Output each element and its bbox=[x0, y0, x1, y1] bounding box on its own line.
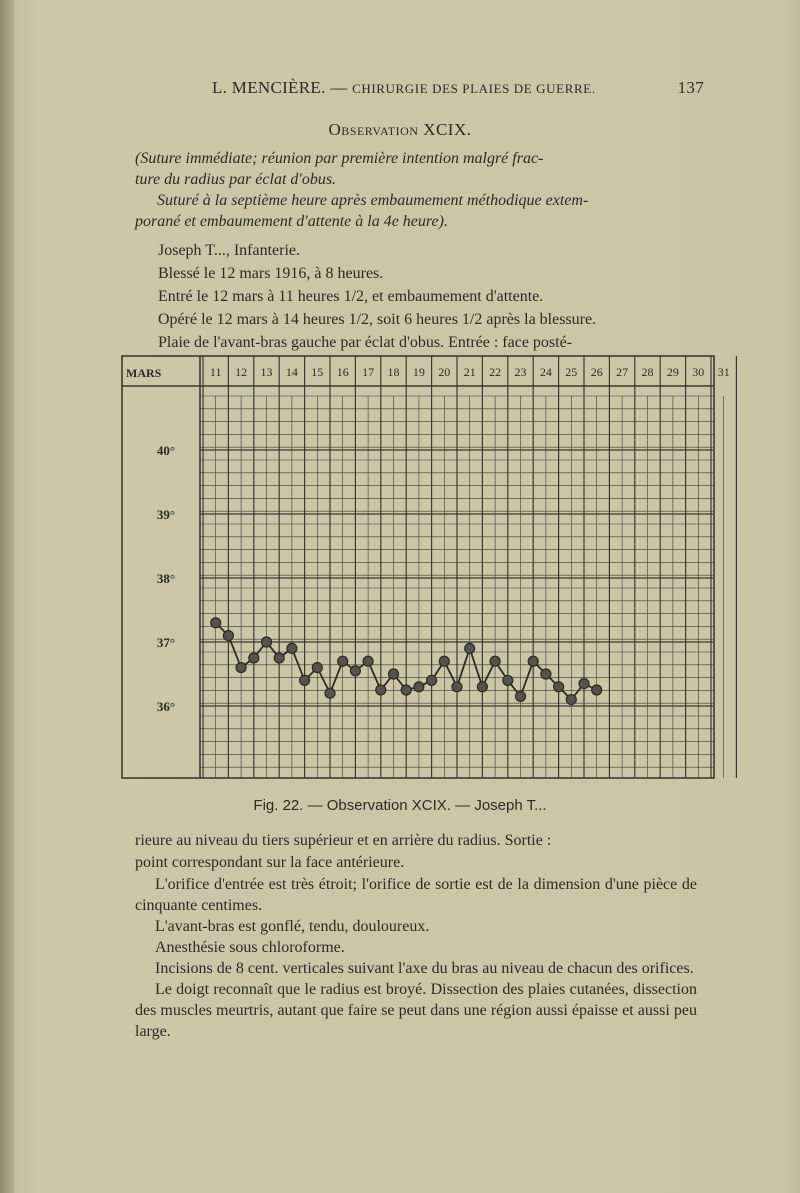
temperature-point bbox=[350, 666, 360, 676]
x-tick-label: 21 bbox=[463, 365, 476, 379]
x-tick-label: 29 bbox=[666, 365, 679, 379]
chart-frame bbox=[122, 356, 714, 778]
temperature-point bbox=[503, 675, 513, 685]
temperature-point bbox=[274, 653, 284, 663]
x-axis-labels bbox=[210, 365, 730, 379]
x-tick-label: 18 bbox=[387, 365, 400, 379]
paragraph: Anesthésie sous chloroforme. bbox=[155, 939, 345, 956]
temperature-point bbox=[579, 679, 589, 689]
temperature-point bbox=[427, 675, 437, 685]
intro-line: Entré le 12 mars à 11 heures 1/2, et embaumement d'attente. bbox=[158, 288, 544, 305]
temperature-point bbox=[376, 685, 386, 695]
temperature-point bbox=[541, 669, 551, 679]
temperature-point bbox=[554, 682, 564, 692]
intro-line: Plaie de l'avant-bras gauche par éclat d'obus. Entrée : face posté- bbox=[158, 334, 573, 351]
temperature-point bbox=[312, 663, 322, 673]
x-tick-label: 27 bbox=[616, 365, 629, 379]
month-label: MARS bbox=[126, 366, 162, 380]
paragraph: L'avant-bras est gonflé, tendu, douloureux. bbox=[155, 918, 430, 935]
subtitle-line: porané et embaumement d'attente à la 4e heure). bbox=[135, 213, 448, 230]
temperature-point bbox=[465, 643, 475, 653]
x-tick-label: 15 bbox=[311, 365, 324, 379]
x-tick-label: 13 bbox=[260, 365, 273, 379]
temperature-point bbox=[363, 656, 373, 666]
x-tick-label: 30 bbox=[692, 365, 705, 379]
temperature-point bbox=[528, 656, 538, 666]
paragraph: L'orifice d'entrée est très étroit; l'orifice de sortie est de la dimension d'une pièce de cinquante centimes. bbox=[135, 876, 697, 914]
y-axis-labels bbox=[157, 443, 175, 714]
continuation-line: rieure au niveau du tiers supérieur et en arrière du radius. Sortie : bbox=[135, 832, 552, 849]
header-title: CHIRURGIE DES PLAIES DE GUERRE. bbox=[352, 81, 596, 96]
temperature-point bbox=[287, 643, 297, 653]
y-tick-label: 39° bbox=[156, 507, 176, 522]
paragraph: Incisions de 8 cent. verticales suivant l'axe du bras au niveau de chacun des orifices. bbox=[155, 960, 694, 977]
x-tick-label: 22 bbox=[489, 365, 502, 379]
x-tick-label: 28 bbox=[641, 365, 654, 379]
x-tick-label: 26 bbox=[590, 365, 603, 379]
header-dash: — bbox=[330, 78, 348, 97]
intro-line: Opéré le 12 mars à 14 heures 1/2, soit 6 heures 1/2 après la blessure. bbox=[158, 311, 597, 328]
page-number: 137 bbox=[677, 78, 704, 97]
x-tick-label: 23 bbox=[514, 365, 527, 379]
x-tick-label: 25 bbox=[565, 365, 578, 379]
temperature-point bbox=[325, 688, 335, 698]
temperature-point bbox=[592, 685, 602, 695]
temperature-point bbox=[401, 685, 411, 695]
x-tick-label: 31 bbox=[717, 365, 730, 379]
temperature-point bbox=[338, 656, 348, 666]
caption-text: Fig. 22. — Observation XCIX. — Joseph T... bbox=[253, 797, 547, 814]
intro-line: Blessé le 12 mars 1916, à 8 heures. bbox=[158, 265, 384, 282]
temperature-point bbox=[452, 682, 462, 692]
temperature-point bbox=[566, 695, 576, 705]
x-tick-label: 20 bbox=[438, 365, 451, 379]
temperature-point bbox=[300, 675, 310, 685]
body-paragraphs bbox=[135, 874, 697, 1042]
x-tick-label: 16 bbox=[336, 365, 349, 379]
temperature-point bbox=[223, 631, 233, 641]
y-tick-label: 36° bbox=[156, 699, 176, 714]
paragraph: Le doigt reconnaît que le radius est broyé. Dissection des plaies cutanées, dissection des muscles meurtris, autant que faire se peut dans une région aussi épaisse et aussi peu large. bbox=[135, 981, 697, 1040]
temperature-point bbox=[439, 656, 449, 666]
subtitle-line: ture du radius par éclat d'obus. bbox=[135, 171, 337, 188]
y-tick-label: 37° bbox=[156, 635, 176, 650]
x-tick-label: 14 bbox=[285, 365, 298, 379]
subtitle-line: (Suture immédiate; réunion par première intention malgré frac- bbox=[135, 150, 544, 167]
intro-line: Joseph T..., Infanterie. bbox=[158, 242, 301, 259]
observation-title: Observation XCIX. bbox=[328, 120, 472, 139]
figure-caption bbox=[0, 797, 800, 814]
x-tick-label: 19 bbox=[412, 365, 425, 379]
x-tick-label: 17 bbox=[362, 365, 375, 379]
temperature-point bbox=[516, 691, 526, 701]
subtitle-line: Suturé à la septième heure après embaumement méthodique extem- bbox=[157, 192, 589, 209]
temperature-point bbox=[262, 637, 272, 647]
continuation-line: point correspondant sur la face antérieure. bbox=[135, 854, 405, 871]
temperature-point bbox=[249, 653, 259, 663]
x-tick-label: 12 bbox=[235, 365, 248, 379]
header-author: L. MENCIÈRE. bbox=[212, 78, 326, 97]
temperature-point bbox=[414, 682, 424, 692]
x-tick-label: 11 bbox=[209, 365, 222, 379]
y-tick-label: 40° bbox=[156, 443, 176, 458]
y-tick-label: 38° bbox=[156, 571, 176, 586]
temperature-point bbox=[490, 656, 500, 666]
temperature-point bbox=[389, 669, 399, 679]
chart-grid bbox=[200, 356, 736, 778]
temperature-point bbox=[211, 618, 221, 628]
temperature-point bbox=[236, 663, 246, 673]
temperature-point bbox=[477, 682, 487, 692]
x-tick-label: 24 bbox=[539, 365, 552, 379]
